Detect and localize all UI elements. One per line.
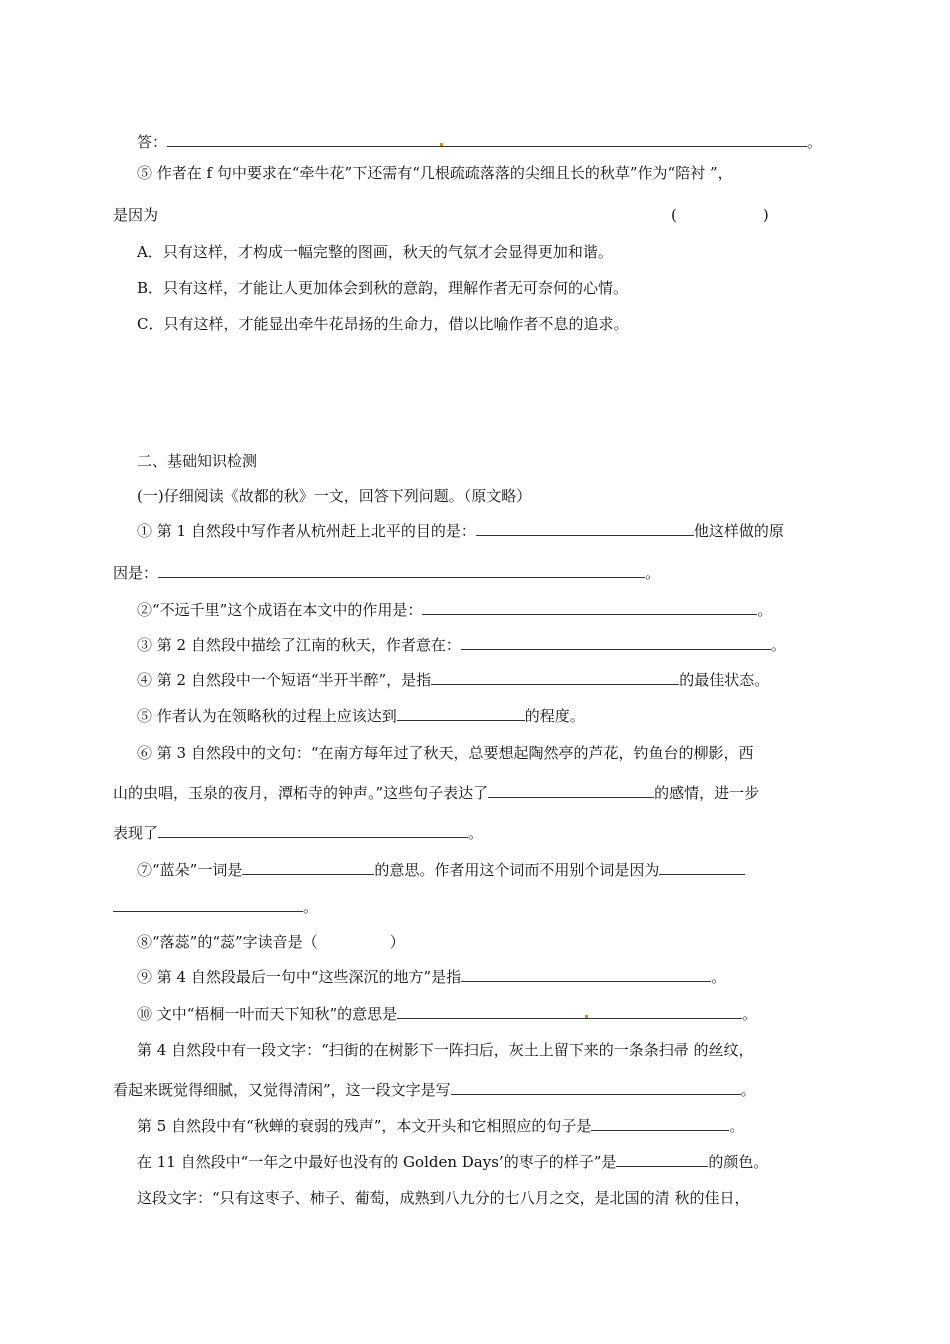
q7-blank-3[interactable] — [113, 897, 303, 912]
question-5-top: ⑤ 作者在 f 句中要求在“牵牛花”下还需有“几根疏疏落落的尖细且长的秋草”作为“陪衬 ”， — [137, 164, 733, 182]
question-5: ⑤ 作者认为在领略秋的过程上应该达到 的程度。 — [137, 707, 585, 725]
answer-label: 答： — [137, 133, 168, 151]
q7-blank-2[interactable] — [659, 860, 745, 875]
mark-dot — [585, 1015, 588, 1018]
q1-blank-2[interactable] — [158, 563, 645, 578]
option-a[interactable]: A．只有这样，才构成一幅完整的图画，秋天的气氛才会显得更加和谐。 — [137, 243, 613, 261]
option-c[interactable]: C．只有这样，才能显出牵牛花昂扬的生命力，借以比喻作者不息的追求。 — [137, 315, 629, 333]
answer-line: 答： 。 — [137, 133, 823, 151]
q3-blank[interactable] — [461, 635, 771, 650]
answer-blank[interactable] — [167, 132, 807, 147]
q5-blank[interactable] — [397, 706, 525, 721]
last-paragraph: 这段文字：“只有这枣子、柿子、葡萄，成熟到八九分的七八月之交，是北国的清 秋的佳日， — [137, 1189, 750, 1207]
q2-blank[interactable] — [422, 600, 757, 615]
question-8: ⑧“落蕊”的“蕊”字读音是（ ） — [137, 933, 405, 951]
paragraph-5-question: 第 5 自然段中有“秋蝉的衰弱的残声”，本文开头和它相照应的句子是 。 — [137, 1117, 745, 1135]
question-10: ⑩ 文中“梧桐一叶而天下知秋”的意思是 。 — [137, 1005, 758, 1023]
question-5-top-cont: 是因为 — [113, 206, 159, 224]
q6-blank-2[interactable] — [158, 823, 468, 838]
p11-blank[interactable] — [616, 1152, 708, 1167]
question-6: ⑥ 第 3 自然段中的文句：“在南方每年过了秋天，总要想起陶然亭的芦花，钓鱼台的柳影，西 — [137, 744, 754, 762]
question-6-cont: 山的虫唱，玉泉的夜月，潭柘寺的钟声。”这些句子表达了 的感情，进一步 — [113, 784, 760, 802]
question-7: ⑦“蓝朵”一词是 的意思。作者用这个词而不用别个词是因为 — [137, 860, 745, 880]
q4-blank[interactable] — [431, 670, 679, 685]
section-heading: 二、基础知识检测 — [137, 452, 258, 470]
option-b[interactable]: B．只有这样，才能让人更加体会到秋的意韵，理解作者无可奈何的心情。 — [137, 279, 629, 297]
q6-blank-1[interactable] — [488, 783, 654, 798]
question-6-cont-2: 表现了 。 — [113, 824, 484, 842]
q10-blank[interactable] — [397, 1004, 742, 1019]
p5-blank[interactable] — [591, 1116, 729, 1131]
question-1: ① 第 1 自然段中写作者从杭州赶上北平的目的是： 他这样做的原 — [137, 522, 784, 540]
paragraph-11-question: 在 11 自然段中“一年之中最好也没有的 Golden Days’的枣子的样子”是 的颜色。 — [137, 1153, 769, 1171]
q7-blank-1[interactable] — [242, 860, 374, 875]
question-4: ④ 第 2 自然段中一个短语“半开半醉”，是指 的最佳状态。 — [137, 671, 770, 689]
q9-blank[interactable] — [461, 967, 711, 982]
p4-blank[interactable] — [451, 1080, 741, 1095]
question-9: ⑨ 第 4 自然段最后一句中“这些深沉的地方”是指 。 — [137, 968, 727, 986]
paragraph-4-question: 第 4 自然段中有一段文字：“扫街的在树影下一阵扫后，灰土上留下来的一条条扫帚 的丝纹， — [137, 1041, 754, 1059]
question-7-cont: 。 — [113, 897, 318, 917]
question-1-cont: 因是： 。 — [113, 564, 661, 582]
question-2: ②“不远千里”这个成语在本文中的作用是： 。 — [137, 601, 773, 619]
mark-dot — [440, 143, 443, 146]
question-3: ③ 第 2 自然段中描绘了江南的秋天，作者意在： 。 — [137, 636, 786, 654]
section-subheading: (一)仔细阅读《故都的秋》一文，回答下列问题。（原文略） — [137, 487, 532, 505]
paragraph-4-question-cont: 看起来既觉得细腻，又觉得清闲”，这一段文字是写 。 — [113, 1081, 756, 1099]
q1-blank-1[interactable] — [476, 521, 694, 536]
answer-parentheses[interactable]: ( ) — [671, 206, 769, 224]
